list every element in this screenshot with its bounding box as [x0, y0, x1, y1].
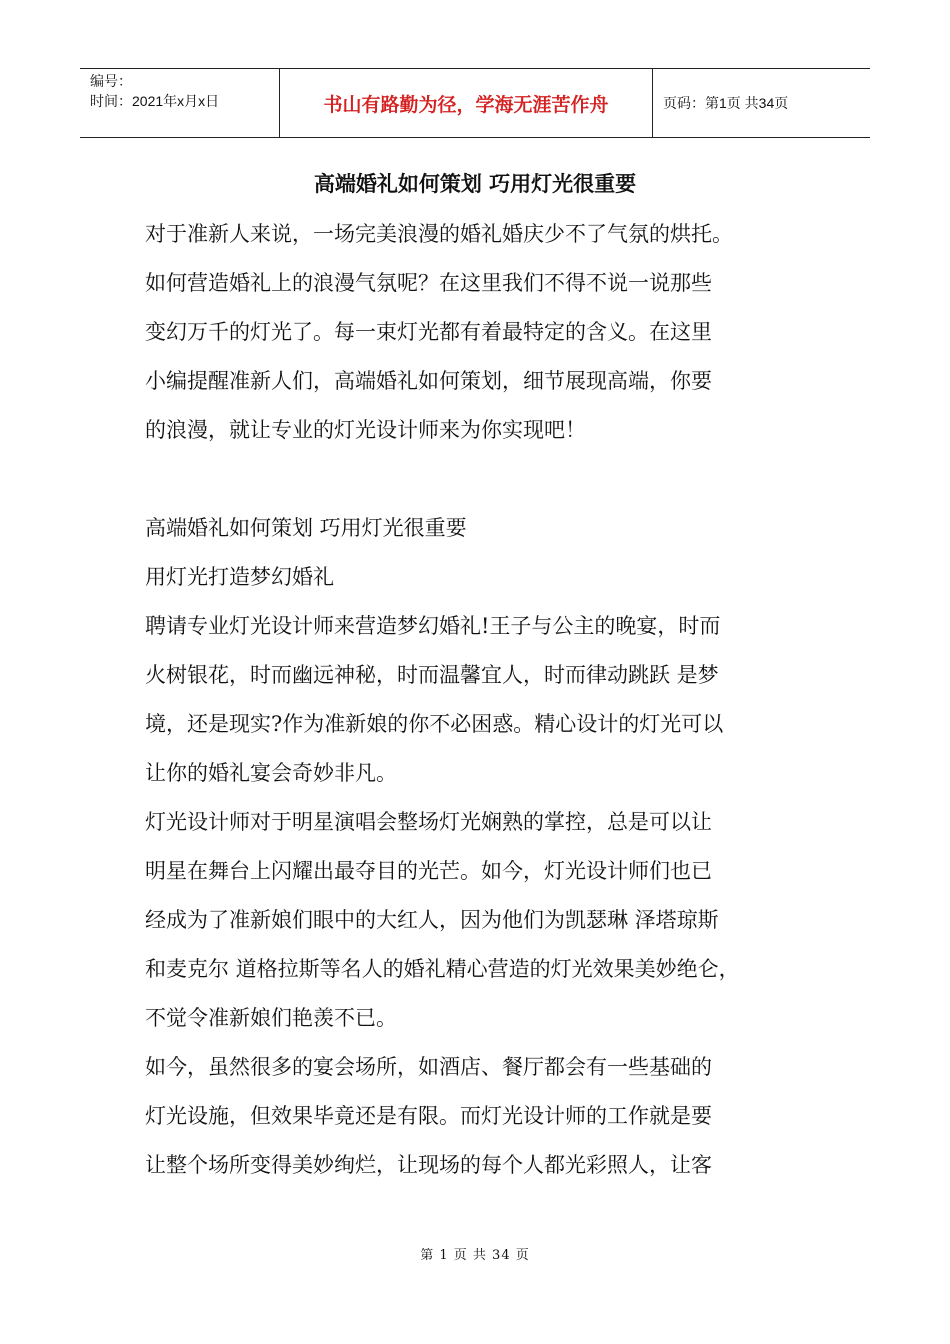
- header-motto-cell: [280, 69, 653, 137]
- date-label: 时间：2021年x月x日: [90, 93, 220, 109]
- body-line: 的浪漫，就让专业的灯光设计师来为你实现吧！: [145, 418, 586, 442]
- header-table: [80, 68, 870, 138]
- paragraph-spacer: [145, 455, 825, 504]
- section-heading: 高端婚礼如何策划 巧用灯光很重要: [145, 516, 467, 540]
- body-line: 聘请专业灯光设计师来营造梦幻婚礼!王子与公主的晚宴，时而: [145, 614, 721, 638]
- body-line: 让你的婚礼宴会奇妙非凡。: [145, 761, 397, 785]
- page-footer: 第 1 页 共 34 页: [420, 1248, 530, 1263]
- body-line: 灯光设施，但效果毕竟还是有限。而灯光设计师的工作就是要: [145, 1104, 712, 1128]
- document-body: [145, 210, 825, 1190]
- body-line: 对于准新人来说，一场完美浪漫的婚礼婚庆少不了气氛的烘托。: [145, 222, 733, 246]
- header-page-cell: [653, 69, 870, 137]
- header-meta-cell: [80, 69, 280, 137]
- body-line: 不觉令准新娘们艳羡不已。: [145, 1006, 397, 1030]
- body-line: 经成为了准新娘们眼中的大红人，因为他们为凯瑟琳 泽塔琼斯: [145, 908, 719, 932]
- body-line: 明星在舞台上闪耀出最夺目的光芒。如今，灯光设计师们也已: [145, 859, 712, 883]
- body-line: 火树银花，时而幽远神秘，时而温馨宜人，时而律动跳跃 是梦: [145, 663, 719, 687]
- body-line: 让整个场所变得美妙绚烂，让现场的每个人都光彩照人，让客: [145, 1153, 712, 1177]
- document-title: 高端婚礼如何策划 巧用灯光很重要: [313, 172, 637, 196]
- number-label: 编号：: [90, 73, 132, 89]
- body-line: 如今，虽然很多的宴会场所，如酒店、餐厅都会有一些基础的: [145, 1055, 712, 1079]
- body-line: 和麦克尔 道格拉斯等名人的婚礼精心营造的灯光效果美妙绝仑，: [145, 957, 740, 981]
- body-line: 境，还是现实?作为准新娘的你不必困惑。精心设计的灯光可以: [145, 712, 724, 736]
- body-line: 小编提醒准新人们，高端婚礼如何策划，细节展现高端，你要: [145, 369, 712, 393]
- body-line: 灯光设计师对于明星演唱会整场灯光娴熟的掌控，总是可以让: [145, 810, 712, 834]
- section-subheading: 用灯光打造梦幻婚礼: [145, 565, 334, 589]
- page-info: 页码：第1页 共34页: [663, 95, 789, 111]
- motto-text: 书山有路勤为径，学海无涯苦作舟: [323, 93, 609, 116]
- body-line: 如何营造婚礼上的浪漫气氛呢？在这里我们不得不说一说那些: [145, 271, 712, 295]
- body-line: 变幻万千的灯光了。每一束灯光都有着最特定的含义。在这里: [145, 320, 712, 344]
